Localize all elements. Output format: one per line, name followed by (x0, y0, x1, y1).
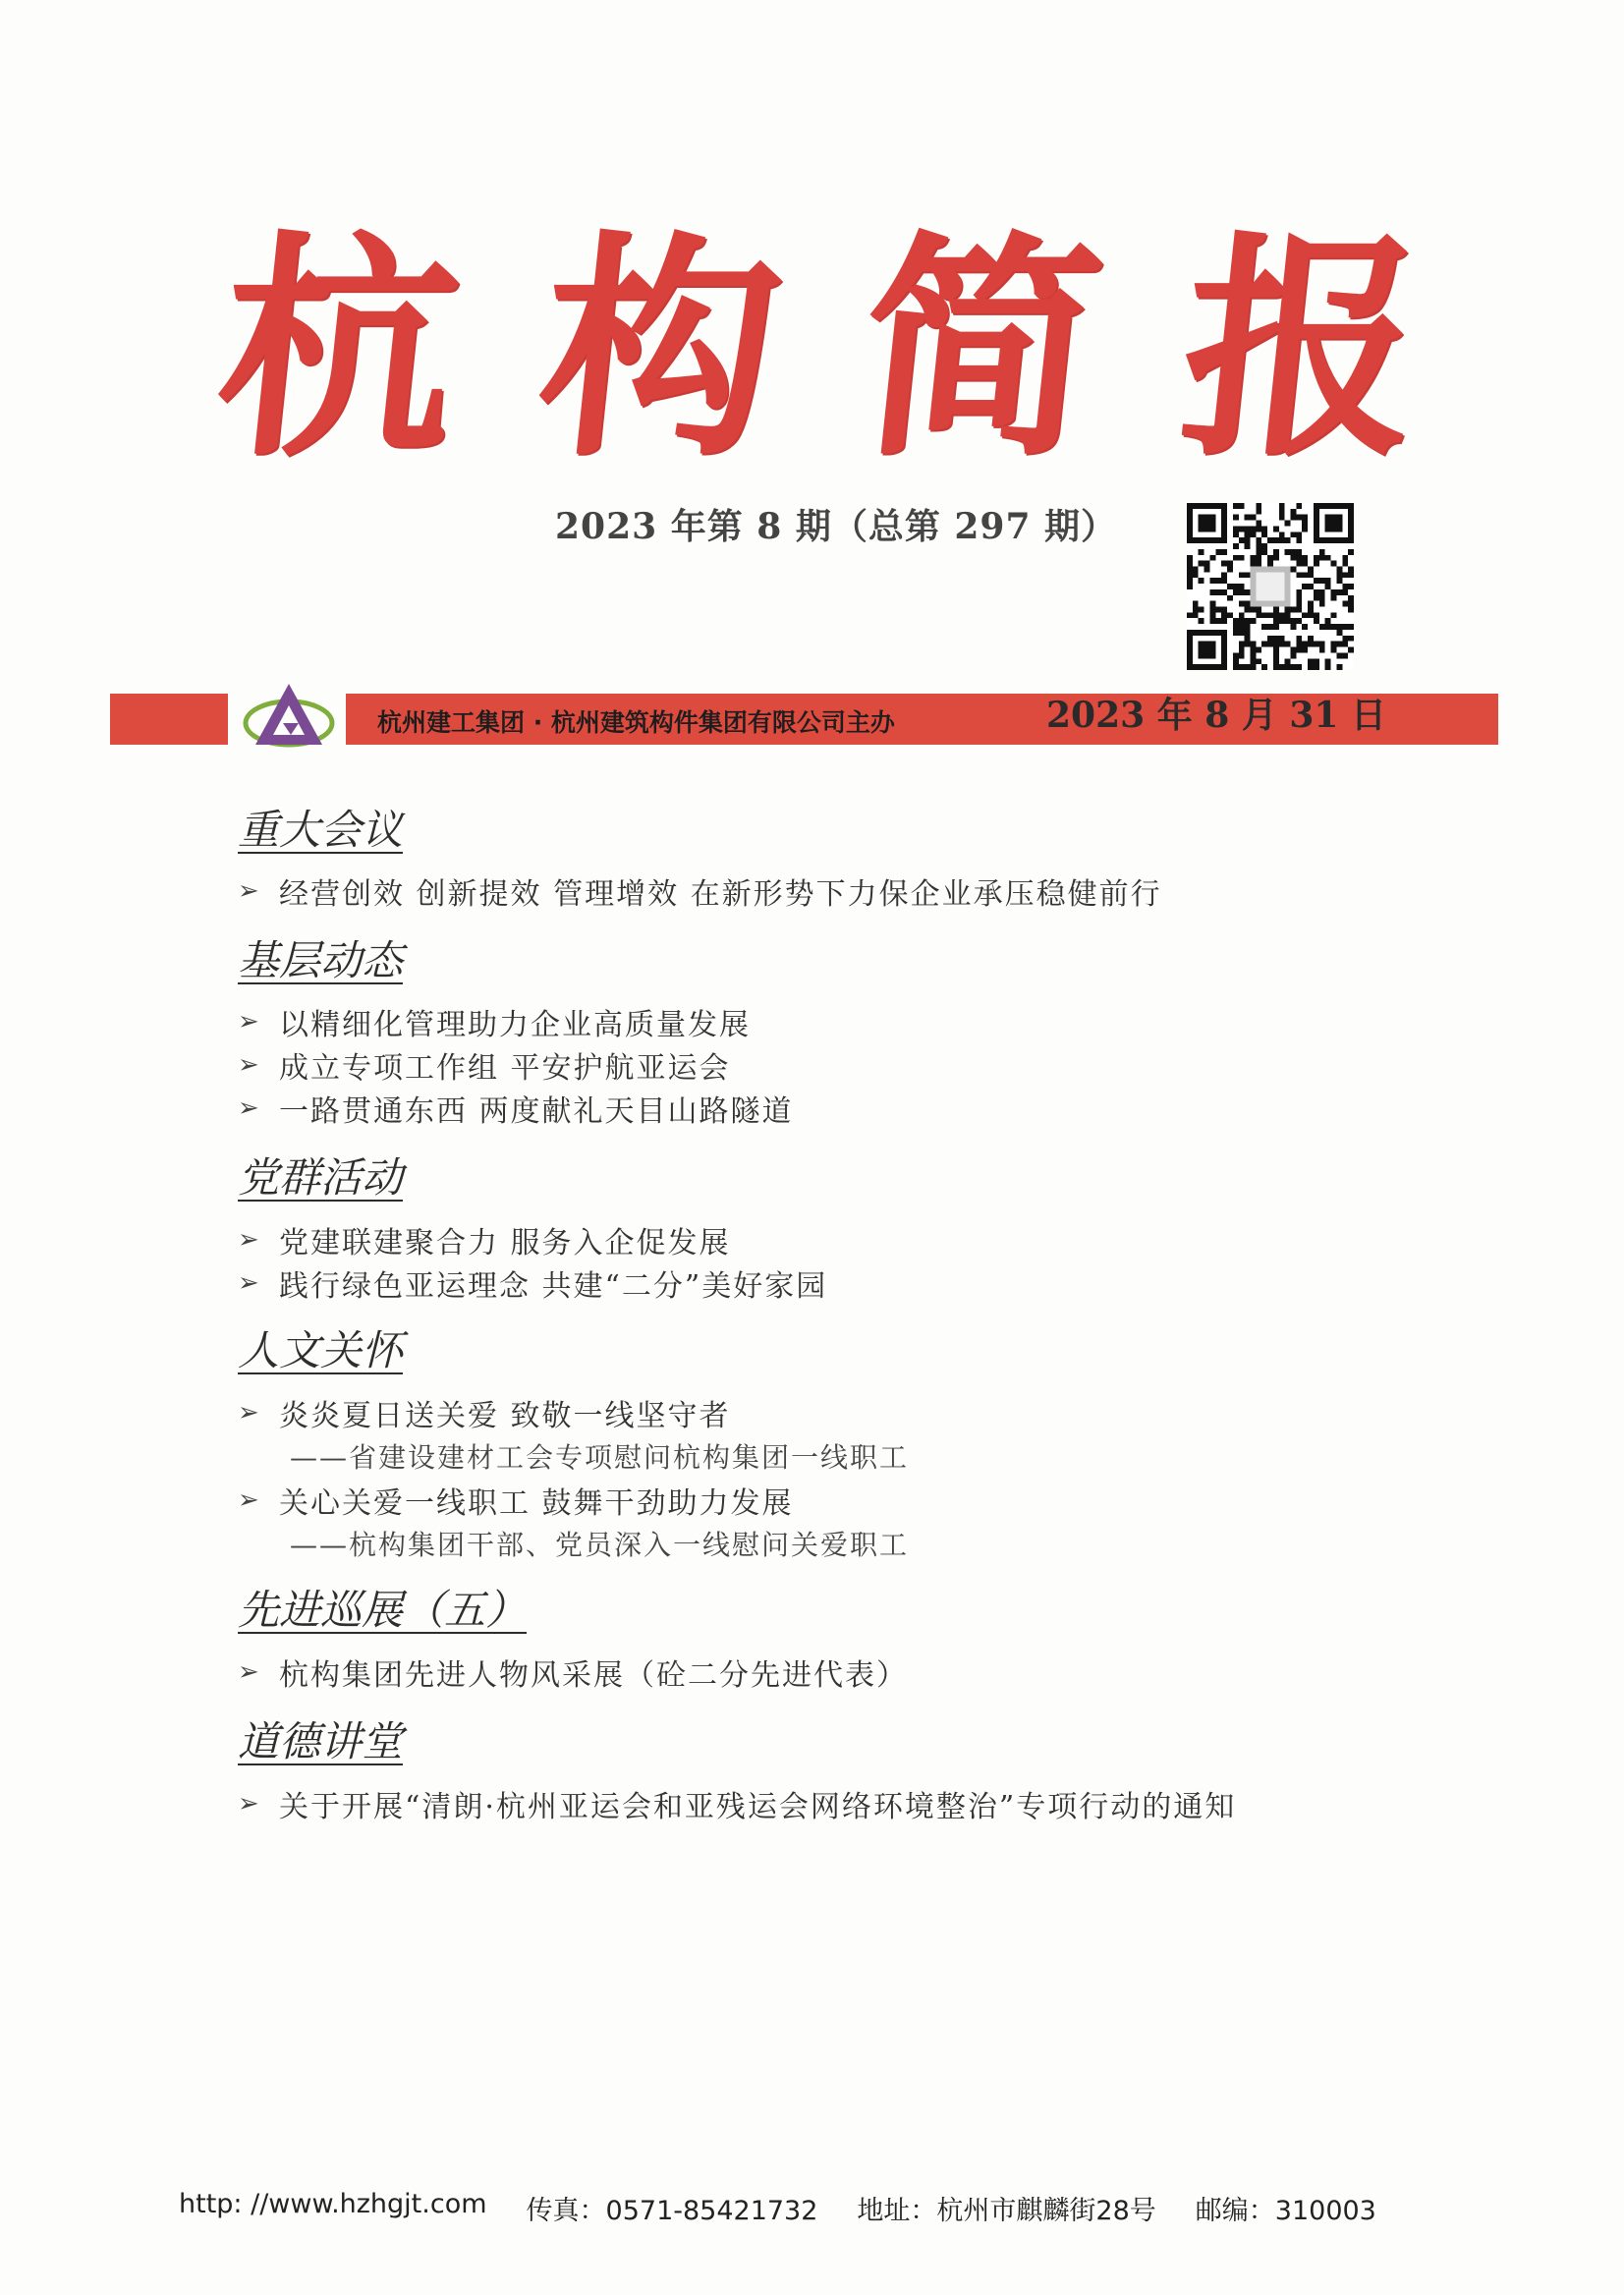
item-text: 党建联建聚合力 服务入企促发展 (279, 1226, 731, 1260)
item-text: 经营创效 创新提效 管理增效 在新形势下力保企业承压稳健前行 (279, 877, 1162, 912)
section-title: 先进巡展（五） (238, 1586, 528, 1634)
arrow-bullet-icon: ➢ (238, 876, 261, 906)
item-text: 以精细化管理助力企业高质量发展 (279, 1008, 751, 1042)
item-text: 关心关爱一线职工 鼓舞干劲助力发展 (279, 1486, 794, 1521)
website-link[interactable]: http: //www.hzhgjt.com (179, 2189, 487, 2219)
publish-date: 2023 年 8 月 31 日 (1046, 695, 1387, 736)
footer (179, 2189, 1456, 2228)
list-item (238, 1000, 751, 1043)
list-item (238, 1391, 731, 1434)
item-text: 一路贯通东西 两度献礼天目山路隧道 (279, 1094, 794, 1129)
issue-number: 2023 年第 8 期（总第 297 期） (555, 506, 1118, 547)
list-item (238, 1782, 1236, 1825)
arrow-bullet-icon: ➢ (238, 1398, 261, 1427)
arrow-bullet-icon: ➢ (238, 1268, 261, 1298)
item-text: 关于开展“清朗·杭州亚运会和亚残运会网络环境整治”专项行动的通知 (279, 1790, 1237, 1824)
list-item (238, 1087, 794, 1130)
sponsor-text: 杭州建工集团 · 杭州建筑构件集团有限公司主办 (377, 708, 895, 737)
section-title: 重大会议 (238, 806, 404, 854)
arrow-bullet-icon: ➢ (238, 1225, 261, 1255)
masthead-char: 杭 (206, 210, 472, 487)
section-title: 人文关怀 (238, 1326, 404, 1374)
list-item (238, 1651, 908, 1694)
fax-number: 传真：0571-85421732 (526, 2196, 818, 2226)
arrow-bullet-icon: ➢ (238, 1007, 261, 1036)
masthead-char: 简 (848, 210, 1114, 487)
postcode: 邮编：310003 (1195, 2196, 1376, 2226)
list-item (238, 869, 1162, 913)
list-item (238, 1043, 731, 1087)
list-item (238, 1218, 731, 1261)
arrow-bullet-icon: ➢ (238, 1657, 261, 1687)
address: 地址：杭州市麒麟街28号 (857, 2196, 1156, 2226)
item-text: 炎炎夏日送关爱 致敬一线坚守者 (279, 1399, 731, 1433)
section-title: 基层动态 (238, 936, 404, 984)
list-item (238, 1261, 827, 1305)
item-subtitle: ——杭构集团干部、党员深入一线慰问关爱职工 (290, 1529, 910, 1561)
section-title: 道德讲堂 (238, 1717, 404, 1765)
item-text: 杭构集团先进人物风采展（砼二分先进代表） (279, 1658, 908, 1693)
masthead-char: 报 (1169, 210, 1434, 487)
arrow-bullet-icon: ➢ (238, 1789, 261, 1819)
item-text: 践行绿色亚运理念 共建“二分”美好家园 (279, 1269, 828, 1304)
arrow-bullet-icon: ➢ (238, 1093, 261, 1123)
masthead-char: 构 (527, 210, 793, 487)
arrow-bullet-icon: ➢ (238, 1050, 261, 1080)
arrow-bullet-icon: ➢ (238, 1485, 261, 1515)
list-item (238, 1479, 794, 1522)
item-subtitle: ——省建设建材工会专项慰问杭构集团一线职工 (290, 1441, 910, 1474)
item-text: 成立专项工作组 平安护航亚运会 (279, 1051, 731, 1086)
section-title: 党群活动 (238, 1153, 404, 1202)
